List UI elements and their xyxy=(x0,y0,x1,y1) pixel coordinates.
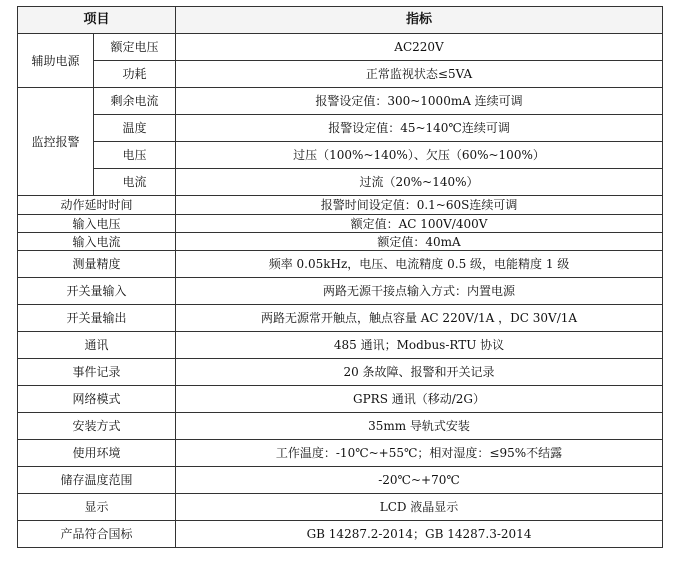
table-row xyxy=(18,215,663,233)
table-row xyxy=(18,359,663,386)
row-value: 过流（20%~140%） xyxy=(176,169,663,196)
row-label: 输入电压 xyxy=(18,215,176,233)
row-value: 频率 0.05kHz，电压、电流精度 0.5 级，电能精度 1 级 xyxy=(176,251,663,278)
group-label-aux-power: 辅助电源 xyxy=(18,34,94,88)
row-label: 电压 xyxy=(94,142,176,169)
row-label: 电流 xyxy=(94,169,176,196)
row-value: 20 条故障、报警和开关记录 xyxy=(176,359,663,386)
table-row xyxy=(18,233,663,251)
row-value: 过压（100%~140%）、欠压（60%~100%） xyxy=(176,142,663,169)
table-row xyxy=(18,386,663,413)
table-row xyxy=(18,169,663,196)
row-label: 动作延时时间 xyxy=(18,196,176,215)
row-value: GPRS 通讯（移动/2G） xyxy=(176,386,663,413)
row-value: 工作温度：-10℃~+55℃；相对湿度：≤95%不结露 xyxy=(176,440,663,467)
row-value: GB 14287.2-2014；GB 14287.3-2014 xyxy=(176,521,663,548)
row-value: 两路无源常开触点，触点容量 AC 220V/1A ，DC 30V/1A xyxy=(176,305,663,332)
row-value: 两路无源干接点输入方式：内置电源 xyxy=(176,278,663,305)
table-row xyxy=(18,332,663,359)
table-row xyxy=(18,61,663,88)
row-value: 额定值：40mA xyxy=(176,233,663,251)
row-value: 报警设定值：45~140℃连续可调 xyxy=(176,115,663,142)
row-value: 485 通讯；Modbus-RTU 协议 xyxy=(176,332,663,359)
header-row xyxy=(18,7,663,34)
table-row xyxy=(18,494,663,521)
row-value: 35mm 导轨式安装 xyxy=(176,413,663,440)
row-label: 显示 xyxy=(18,494,176,521)
row-value: LCD 液晶显示 xyxy=(176,494,663,521)
row-label: 温度 xyxy=(94,115,176,142)
table-row xyxy=(18,467,663,494)
row-label: 开关量输出 xyxy=(18,305,176,332)
table-row xyxy=(18,521,663,548)
row-value: 报警设定值：300~1000mA 连续可调 xyxy=(176,88,663,115)
table-row xyxy=(18,413,663,440)
table-row xyxy=(18,88,663,115)
table-row xyxy=(18,115,663,142)
row-value: 报警时间设定值：0.1~60S连续可调 xyxy=(176,196,663,215)
table-row xyxy=(18,196,663,215)
row-label: 安装方式 xyxy=(18,413,176,440)
table-row xyxy=(18,278,663,305)
row-label: 储存温度范围 xyxy=(18,467,176,494)
row-label: 网络模式 xyxy=(18,386,176,413)
row-label: 剩余电流 xyxy=(94,88,176,115)
row-value: 正常监视状态≤5VA xyxy=(176,61,663,88)
table-row xyxy=(18,251,663,278)
row-label: 功耗 xyxy=(94,61,176,88)
table-row xyxy=(18,142,663,169)
row-label: 输入电流 xyxy=(18,233,176,251)
row-label: 通讯 xyxy=(18,332,176,359)
group-label-monitor-alarm: 监控报警 xyxy=(18,88,94,196)
row-label: 事件记录 xyxy=(18,359,176,386)
row-label: 产品符合国标 xyxy=(18,521,176,548)
table-row xyxy=(18,305,663,332)
row-value: -20℃~+70℃ xyxy=(176,467,663,494)
row-value: AC220V xyxy=(176,34,663,61)
row-label: 使用环境 xyxy=(18,440,176,467)
row-label: 测量精度 xyxy=(18,251,176,278)
header-spec: 指标 xyxy=(176,7,663,34)
row-value: 额定值：AC 100V/400V xyxy=(176,215,663,233)
row-label: 开关量输入 xyxy=(18,278,176,305)
header-item: 项目 xyxy=(18,7,176,34)
table-row xyxy=(18,440,663,467)
row-label: 额定电压 xyxy=(94,34,176,61)
spec-table xyxy=(17,6,663,548)
table-row xyxy=(18,34,663,61)
